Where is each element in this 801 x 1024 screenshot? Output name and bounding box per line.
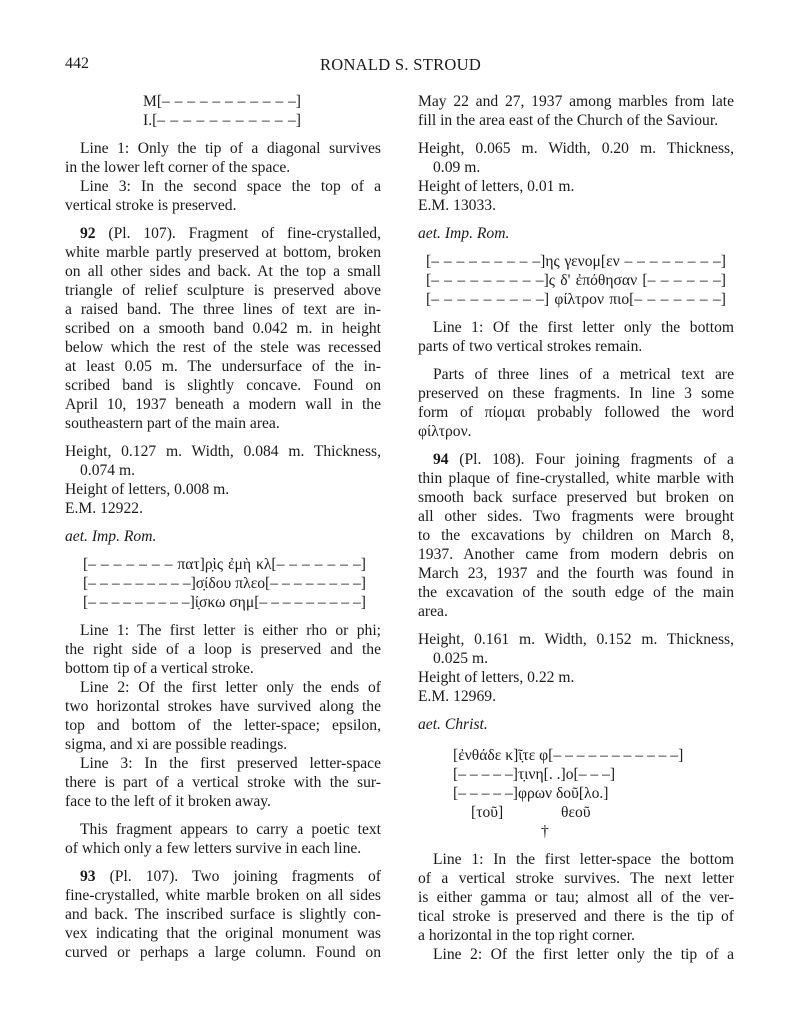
text-line: 0.09 m. [433, 159, 481, 176]
text-line: E.M. 13033. [418, 197, 496, 214]
text-line: Line 1: Of the first letter only the bottom [433, 319, 734, 336]
date-93 [418, 224, 734, 243]
text-line: scribed band is slightly concave. Found on [65, 377, 381, 394]
note-92-3 [65, 754, 381, 811]
entry-text: (Pl. 108). Four joining fragments of a [459, 451, 734, 468]
inscription-line: [– – – – – – – – –] φίλτρον πιο[– – – – – – –] [426, 291, 726, 308]
text-line: E.M. 12969. [418, 688, 496, 705]
entry-text: (Pl. 107). Fragment of fine-crystalled, [108, 225, 381, 242]
text-line: Height of letters, 0.01 m. [418, 178, 575, 195]
comment-93 [418, 365, 734, 441]
entry-94 [418, 450, 734, 621]
text-line: on all other sides and back. At the top a small [65, 263, 381, 280]
entry-text: (Pl. 107). Two joining fragments of [109, 868, 381, 885]
text-line: of a vertical stroke survives. The next letter [418, 870, 734, 887]
text-line: aet. Imp. Rom. [418, 225, 510, 242]
text-line: scribed on a smooth band 0.042 m. in height [65, 320, 381, 337]
running-head: RONALD S. STROUD [319, 55, 482, 74]
text-line: E.M. 12922. [65, 500, 143, 517]
text-line: a raised band. The three lines of text are in- [65, 301, 381, 318]
inscription-line: [– – – – – – – – –]ί̣σκω σημ[– – – – – – – – –] [83, 594, 366, 611]
text-line: Line 1: Only the tip of a diagonal survives [80, 140, 381, 157]
text-line: bottom tip of a vertical stroke. [65, 660, 254, 677]
text-line: 1937. Another came from modern debris on [418, 546, 734, 563]
note-92-2 [65, 678, 381, 754]
text-line: below which the rest of the stele was recessed [65, 339, 381, 356]
text-line: aet. Imp. Rom. [65, 528, 157, 545]
text-line: triangle of relief sculpture is preserved above [65, 282, 381, 299]
text-line: curved or perhaps a large column. Found on [65, 944, 381, 961]
text-line: φίλτρον. [418, 423, 472, 440]
text-line: there is part of a vertical stroke with the sur- [65, 774, 381, 791]
text-line: vex indicating that the original monument was [65, 925, 381, 942]
text-line: two horizontal strokes have survived along the [65, 698, 381, 715]
text-line: form of πίομαι probably followed the word [418, 404, 734, 421]
text-line: Line 1: In the first letter-space the bottom [433, 851, 734, 868]
text-line [418, 450, 734, 469]
text-line: a horizontal in the top right corner. [418, 927, 635, 944]
inscription-line [453, 803, 734, 822]
text-line [65, 867, 381, 886]
text-line: 0.074 m. [80, 462, 136, 479]
text-line: area. [418, 603, 448, 620]
text-line: May 22 and 27, 1937 among marbles from late [418, 93, 734, 110]
text-line: Height of letters, 0.22 m. [418, 669, 575, 686]
text-line: at least 0.05 m. The undersurface of the in- [65, 358, 381, 375]
note-92-1 [65, 621, 381, 678]
note-91-1 [65, 139, 381, 177]
text-line: Height of letters, 0.008 m. [65, 481, 230, 498]
ins-92 [83, 555, 366, 612]
inscription-line: [– – – – – – – – –]ς δ' ἐπόθησαν [– – – – – –] [426, 272, 726, 289]
inscription-line: I.[– – – – – – – – – – –] [143, 112, 301, 129]
text-line: is either gamma or tau; almost all of the ver- [418, 889, 734, 906]
inscription-line: θεοῦ [561, 804, 591, 821]
text-line: Line 2: Of the first letter only the tip of a [433, 946, 734, 963]
text-line: the right side of a loop is preserved and the [65, 641, 381, 658]
text-line: vertical stroke is preserved. [65, 197, 237, 214]
text-line: and back. The inscribed surface is slightly con- [65, 906, 381, 923]
text-line: top and bottom of the letter-space; epsilon, [65, 717, 381, 734]
cross-symbol: † [541, 823, 549, 840]
meas-92 [65, 442, 381, 518]
inscription-line: [– – – – – – – – –]ης γενομ[εν – – – – – – – –] [426, 253, 726, 270]
text-line: in the lower left corner of the space. [65, 159, 291, 176]
text-line: Height, 0.161 m. Width, 0.152 m. Thickness, [418, 631, 734, 648]
text-line: Height, 0.065 m. Width, 0.20 m. Thickness, [418, 140, 734, 157]
text-line: Parts of three lines of a metrical text are [433, 366, 734, 383]
text-line: tical stroke is preserved and there is the tip of [418, 908, 734, 925]
text-line: Height, 0.127 m. Width, 0.084 m. Thickness, [65, 443, 381, 460]
note-91-3 [65, 177, 381, 215]
date-92 [65, 527, 381, 546]
meas-94 [418, 630, 734, 706]
entry-number: 92 [80, 225, 109, 242]
note-94-1 [418, 850, 734, 945]
date-94 [418, 715, 734, 734]
text-line: This fragment appears to carry a poetic text [80, 821, 381, 838]
inscription-line: [– – – – –]τ̣ινη[. .]ο[– – –] [453, 766, 616, 783]
meas-93 [418, 139, 734, 215]
text-line: parts of two vertical strokes remain. [418, 338, 643, 355]
text-line: southeastern part of the main area. [65, 415, 280, 432]
inscription-line: [ἐνθάδε κ]ῖ̣τε φ[– – – – – – – – – – –] [453, 747, 684, 764]
ins-94 [453, 746, 734, 841]
ins-mi [143, 92, 301, 130]
note-93-1 [418, 318, 734, 356]
text-line: of which only a few letters survive in each line. [65, 840, 362, 857]
text-line: 0.025 m. [433, 650, 489, 667]
text-line: to the excavations by children on March 8, [418, 527, 734, 544]
entry-93-cont [418, 92, 734, 130]
text-line: the excavation of the south edge of the main [418, 584, 734, 601]
inscription-line: [τοῦ] [471, 804, 504, 821]
text-line: fine-crystalled, white marble broken on all sides [65, 887, 381, 904]
entry-number: 94 [433, 451, 460, 468]
inscription-line: [– – – – – – – – –]σ̣ίδου πλεο[– – – – – – – –] [83, 575, 366, 592]
note-94-2 [418, 945, 734, 964]
text-line: Line 3: In the first preserved letter-space [80, 755, 381, 772]
text-line: thin plaque of fine-crystalled, white marble with [418, 470, 734, 487]
right-column [418, 92, 734, 964]
text-line: sigma, and xi are possible readings. [65, 736, 288, 753]
text-line: fill in the area east of the Church of the Saviour. [418, 112, 719, 129]
entry-93 [65, 867, 381, 962]
entry-number: 93 [80, 868, 110, 885]
text-line: Line 1: The first letter is either rho or phi; [80, 622, 381, 639]
text-line: smooth back surface preserved but broken on [418, 489, 734, 506]
left-column [65, 92, 381, 962]
text-line: March 23, 1937 and the fourth was found in [418, 565, 734, 582]
text-line: Line 3: In the second space the top of a [80, 178, 381, 195]
text-line: face to the left of it broken away. [65, 793, 271, 810]
text-line: white marble partly preserved at bottom, broken [65, 244, 381, 261]
inscription-line: [– – – – –]φρων δοῦ[λο.] [453, 785, 609, 802]
page-number: 442 [65, 55, 89, 72]
text-line: April 10, 1937 beneath a modern wall in the [65, 396, 381, 413]
ins-93 [426, 252, 726, 309]
comment-92 [65, 820, 381, 858]
entry-92 [65, 224, 381, 433]
text-line [65, 224, 381, 243]
text-line: preserved on these fragments. In line 3 some [418, 385, 734, 402]
text-line: all other sides. Two fragments were brought [418, 508, 734, 525]
inscription-line: M[– – – – – – – – – – –] [143, 93, 301, 110]
inscription-line: [– – – – – – – πατ]ρ̣ὶς ἐμὴ κλ[– – – – – – –] [83, 556, 366, 573]
text-line: aet. Christ. [418, 716, 488, 733]
text-line: Line 2: Of the first letter only the ends of [80, 679, 381, 696]
